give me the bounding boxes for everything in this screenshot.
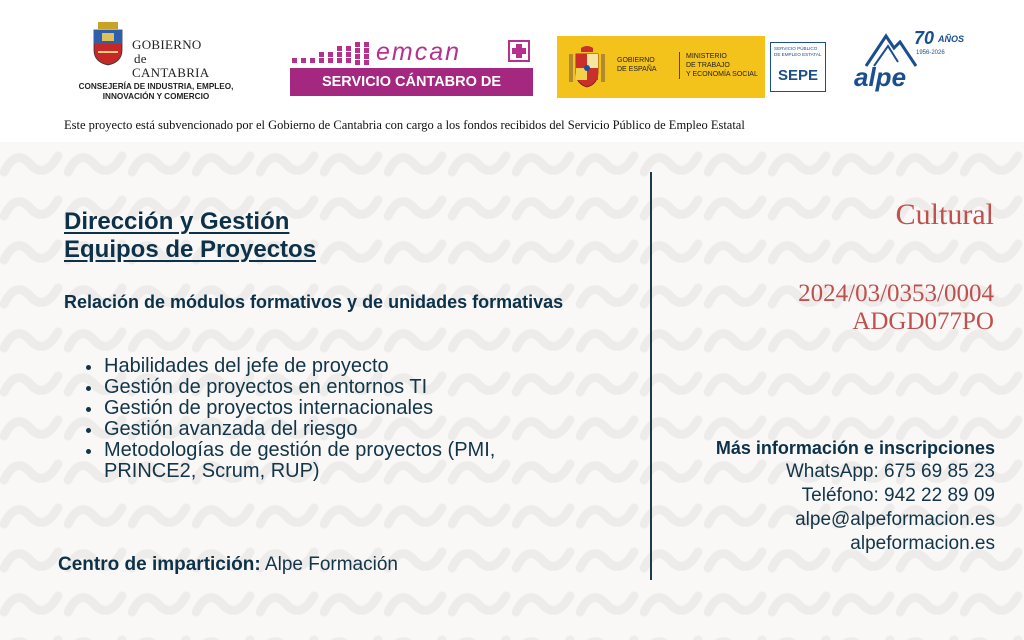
course-title <box>64 208 444 264</box>
cantabria-shield-icon <box>92 22 124 66</box>
cantabria-line1: GOBIERNO <box>132 37 202 52</box>
header <box>0 0 1024 142</box>
training-center <box>58 554 398 576</box>
list-item: Metodologías de gestión de proyectos (PMI, PRINCE2, Scrum, RUP) <box>84 440 564 482</box>
contact-phone[interactable]: Teléfono: 942 22 89 09 <box>801 485 995 506</box>
list-item: Gestión de proyectos internacionales <box>84 398 564 419</box>
gob-col1-line2: DE ESPAÑA <box>617 66 657 73</box>
gobierno-espana-logo <box>557 36 765 98</box>
contact-info <box>716 436 995 556</box>
alpe-anniversary-label: AÑOS <box>938 34 965 44</box>
ministerio-text <box>679 52 758 79</box>
gob-col2-line3: Y ECONOMÍA SOCIAL <box>686 71 758 78</box>
module-list <box>84 356 564 482</box>
emcan-bar: SERVICIO CÁNTABRO DE EMPLEO <box>290 68 533 96</box>
cantabria-line3: CANTABRIA <box>132 65 210 80</box>
alpe-anniversary-years: 1956-2026 <box>916 50 945 56</box>
gob-col2-line1: MINISTERIO <box>686 53 727 60</box>
list-item: Habilidades del jefe de proyecto <box>84 356 564 377</box>
course-code-2: ADGD077PO <box>852 308 994 335</box>
gob-col2-line2: DE TRABAJO <box>686 62 730 69</box>
course-panel <box>0 142 1024 640</box>
gobierno-cantabria-logo <box>64 18 244 106</box>
vertical-divider <box>650 172 652 580</box>
gob-col1-line1: GOBIERNO <box>617 57 655 64</box>
contact-email-link[interactable]: alpe@alpeformacion.es <box>795 509 995 530</box>
training-center-label: Centro de impartición: <box>58 554 261 575</box>
cantabria-sub1: CONSEJERÍA DE INDUSTRIA, EMPLEO, <box>78 82 234 91</box>
cantabria-sub2: INNOVACIÓN Y COMERCIO <box>102 92 210 101</box>
cantabria-consejeria <box>66 82 246 102</box>
course-category: Cultural <box>895 198 994 231</box>
emcan-wordmark: emcan <box>376 38 462 66</box>
contact-whatsapp[interactable]: WhatsApp: 675 69 85 23 <box>785 461 995 482</box>
alpe-logo <box>850 28 970 100</box>
funding-disclaimer: Este proyecto está subvencionado por el Gobierno de Cantabria con cargo a los fondos recibidos del Servicio Público de Empleo Estatal <box>64 118 745 132</box>
sepe-wordmark: SEPE <box>777 67 819 84</box>
emcan-logo <box>290 38 533 118</box>
cantabria-title <box>132 38 210 80</box>
contact-website-link[interactable]: alpeformacion.es <box>850 533 995 554</box>
course-codes <box>798 280 994 336</box>
alpe-wordmark: alpe <box>854 62 907 92</box>
contact-info-title: Más información e inscripciones <box>715 438 995 458</box>
spain-coat-of-arms-icon <box>567 44 607 90</box>
sepe-top1: SERVICIO PÚBLICO <box>774 46 818 51</box>
emcan-plus-icon <box>508 40 530 62</box>
emcan-dots-icon <box>292 42 374 66</box>
gobierno-espana-text <box>617 56 657 74</box>
sepe-subtitle <box>774 46 824 57</box>
course-code-1: 2024/03/0353/0004 <box>798 280 994 307</box>
course-title-line2: Equipos de Proyectos <box>64 236 317 263</box>
sepe-top2: DE EMPLEO ESTATAL <box>774 51 822 57</box>
alpe-anniversary-number: 70 <box>914 28 935 48</box>
sepe-logo <box>770 42 826 92</box>
modules-heading: Relación de módulos formativos y de unidades formativas <box>64 292 564 312</box>
training-center-value: Alpe Formación <box>264 554 398 575</box>
cantabria-line2: de <box>134 51 147 66</box>
list-item: Gestión avanzada del riesgo <box>84 419 564 440</box>
list-item: Gestión de proyectos en entornos TI <box>84 377 564 398</box>
course-title-line1: Dirección y Gestión <box>64 208 290 235</box>
